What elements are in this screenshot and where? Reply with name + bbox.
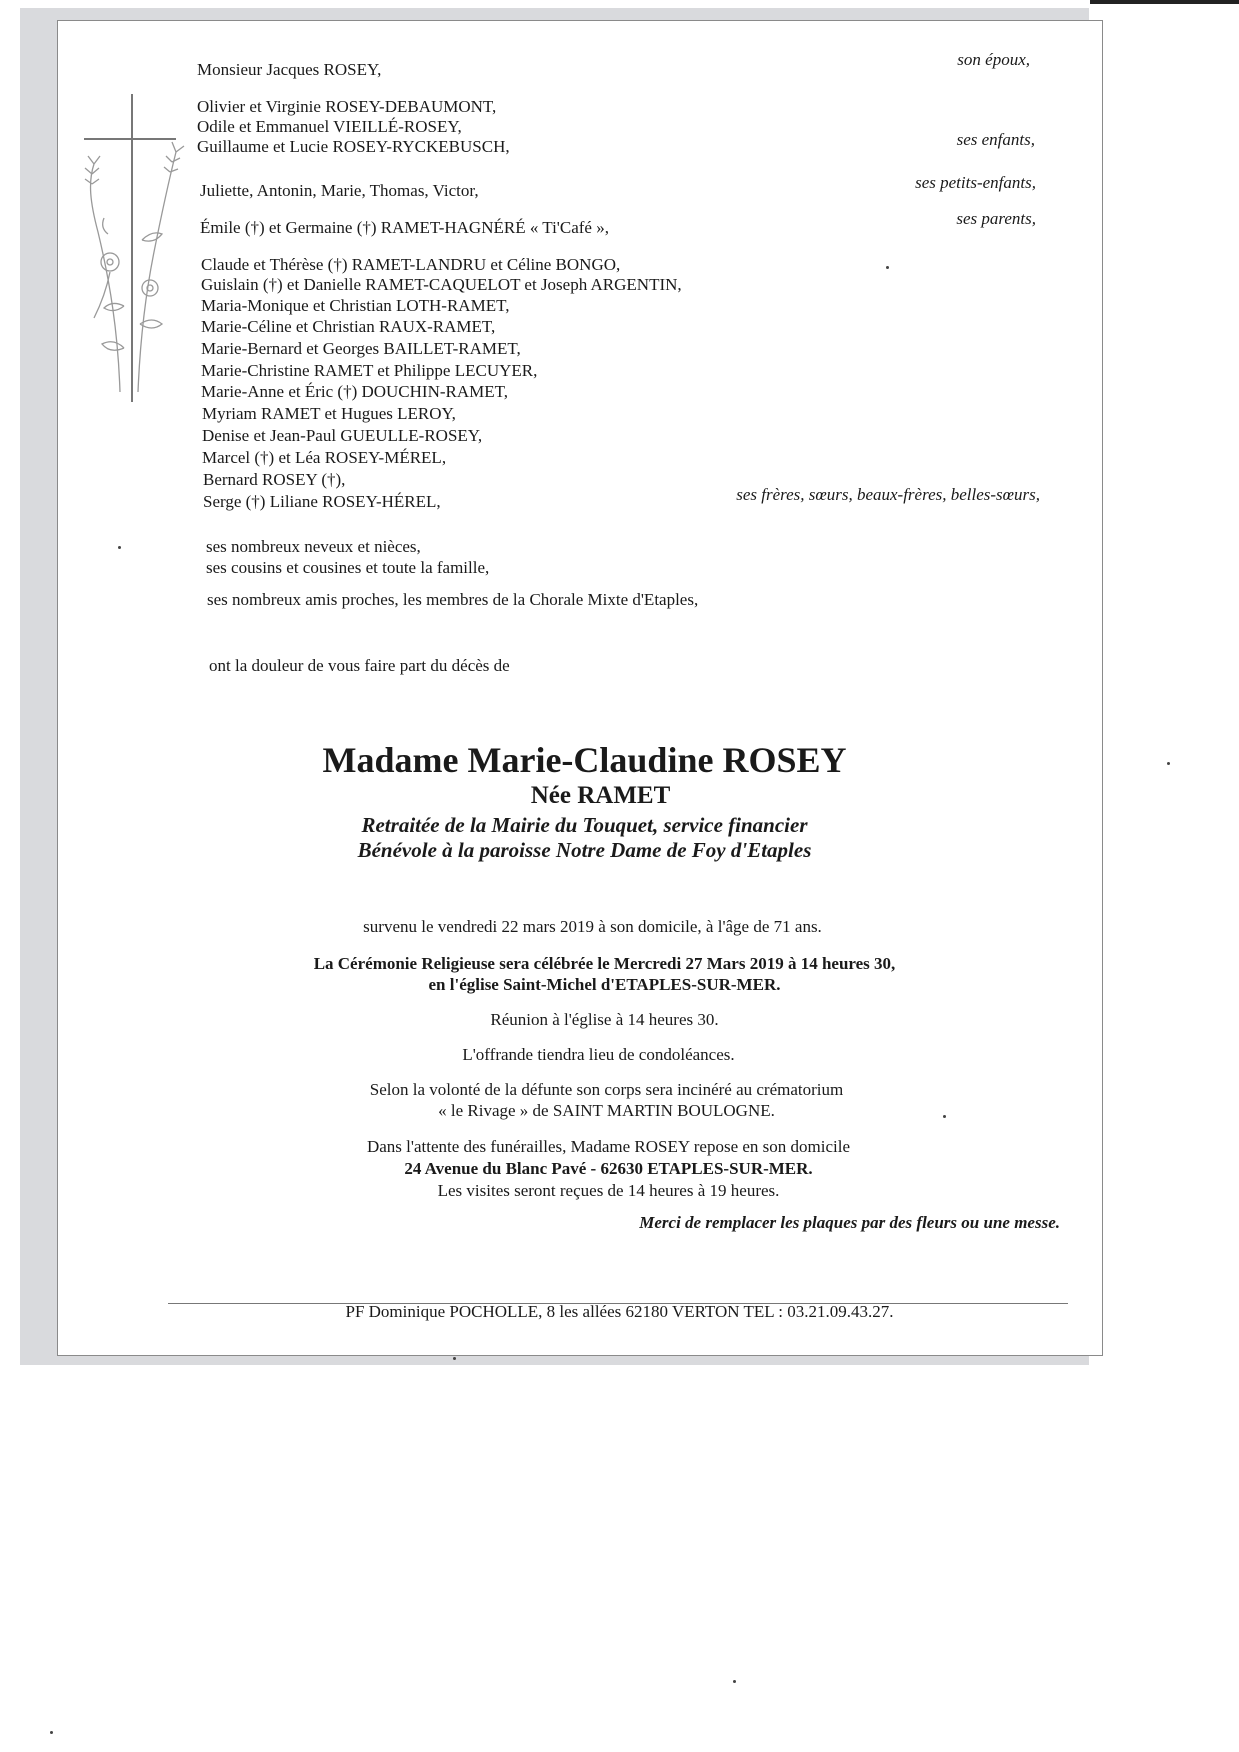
child-line: Odile et Emmanuel VIEILLÉ-ROSEY, — [197, 117, 462, 136]
announcement-line: ont la douleur de vous faire part du décès de — [209, 656, 510, 675]
scan-speck — [453, 1357, 456, 1360]
sibling-line: Marie-Anne et Éric (†) DOUCHIN-RAMET, — [201, 382, 509, 401]
children-role: ses enfants, — [956, 130, 1035, 149]
cousins-line: ses cousins et cousines et toute la famille, — [206, 558, 490, 577]
flowers-request: Merci de remplacer les plaques par des fleurs ou une messe. — [639, 1213, 1060, 1232]
friends-line: ses nombreux amis proches, les membres de la Chorale Mixte d'Etaples, — [207, 590, 699, 609]
address-line: 24 Avenue du Blanc Pavé - 62630 ETAPLES-SUR-MER. — [404, 1159, 813, 1178]
sibling-line: Marie-Céline et Christian RAUX-RAMET, — [201, 317, 496, 336]
sibling-line: Marie-Bernard et Georges BAILLET-RAMET, — [201, 339, 521, 358]
grandchildren-role: ses petits-enfants, — [915, 173, 1036, 192]
sibling-line: Maria-Monique et Christian LOTH-RAMET, — [201, 296, 510, 315]
scan-speck — [50, 1731, 53, 1734]
scan-speck — [1167, 762, 1170, 765]
deceased-role-2: Bénévole à la paroisse Notre Dame de Foy d'Etaples — [357, 838, 812, 862]
parents-role: ses parents, — [956, 209, 1036, 228]
sibling-line: Marie-Christine RAMET et Philippe LECUYER, — [201, 361, 538, 380]
sibling-line: Bernard ROSEY (†), — [203, 470, 346, 489]
grandchildren-line: Juliette, Antonin, Marie, Thomas, Victor, — [200, 181, 479, 200]
sibling-line: Claude et Thérèse (†) RAMET-LANDRU et Céline BONGO, — [201, 255, 621, 274]
spouse-role: son époux, — [957, 50, 1030, 69]
sibling-line: Serge (†) Liliane ROSEY-HÉREL, — [203, 492, 441, 511]
deceased-name: Madame Marie-Claudine ROSEY — [322, 740, 847, 780]
scan-speck — [886, 266, 889, 269]
rest-line-1: Dans l'attente des funérailles, Madame ROSEY repose en son domicile — [366, 1137, 851, 1156]
sibling-line: Myriam RAMET et Hugues LEROY, — [202, 404, 456, 423]
sibling-line: Denise et Jean-Paul GUEULLE-ROSEY, — [202, 426, 483, 445]
deceased-role-1: Retraitée de la Mairie du Touquet, service financier — [361, 813, 808, 837]
child-line: Guillaume et Lucie ROSEY-RYCKEBUSCH, — [197, 137, 510, 156]
nephews-line: ses nombreux neveux et nièces, — [206, 537, 421, 556]
cross-flower-icon — [80, 92, 190, 404]
scan-speck — [733, 1680, 736, 1683]
cremation-line-1: Selon la volonté de la défunte son corps sera incinéré au crématorium — [369, 1080, 844, 1099]
sibling-line: Guislain (†) et Danielle RAMET-CAQUELOT et Joseph ARGENTIN, — [201, 275, 682, 294]
ceremony-line-2: en l'église Saint-Michel d'ETAPLES-SUR-MER. — [428, 975, 781, 994]
ceremony-line-1: La Cérémonie Religieuse sera célébrée le Mercredi 27 Mars 2019 à 14 heures 30, — [313, 954, 896, 973]
spouse-line: Monsieur Jacques ROSEY, — [197, 60, 382, 79]
visits-line: Les visites seront reçues de 14 heures à 19 heures. — [437, 1181, 780, 1200]
scan-speck — [118, 546, 121, 549]
siblings-role: ses frères, sœurs, beaux-frères, belles-sœurs, — [736, 485, 1040, 504]
parents-line: Émile (†) et Germaine (†) RAMET-HAGNÉRÉ « Ti'Café », — [200, 218, 609, 237]
sibling-line: Marcel (†) et Léa ROSEY-MÉREL, — [202, 448, 447, 467]
cremation-line-2: « le Rivage » de SAINT MARTIN BOULOGNE. — [438, 1101, 775, 1120]
scan-edge-mark — [1090, 0, 1239, 4]
maiden-name: Née RAMET — [530, 782, 671, 809]
death-line: survenu le vendredi 22 mars 2019 à son domicile, à l'âge de 71 ans. — [363, 917, 822, 936]
scan-speck — [943, 1115, 946, 1118]
offering-line: L'offrande tiendra lieu de condoléances. — [462, 1045, 735, 1064]
meeting-line: Réunion à l'église à 14 heures 30. — [490, 1010, 719, 1029]
funeral-home-footer: PF Dominique POCHOLLE, 8 les allées 62180 VERTON TEL : 03.21.09.43.27. — [345, 1302, 894, 1321]
child-line: Olivier et Virginie ROSEY-DEBAUMONT, — [197, 97, 497, 116]
